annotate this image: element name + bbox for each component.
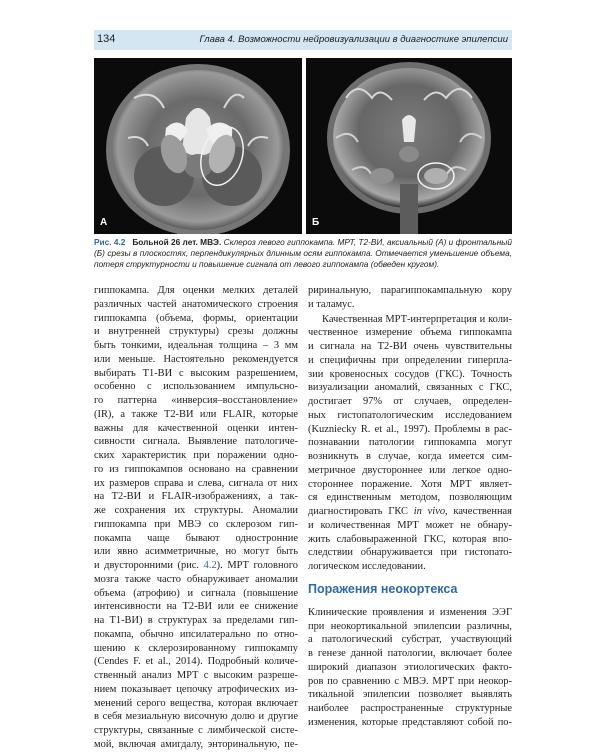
mri-axial-image: [94, 58, 302, 234]
text-line: шению к склерозированному гиппокампу: [94, 642, 298, 654]
text-line: познавании патологии гиппокампа могут: [308, 437, 512, 449]
text-line: интенсивности на Т2-ВИ или ее снижение: [94, 601, 298, 613]
text-line: широкий диапазон этиологических факто-: [308, 661, 512, 673]
mri-axial-drawing: [94, 58, 302, 234]
text-line: гиппокампа. Для оценки мелких деталей: [94, 285, 298, 296]
text-line: при неокортикальной эпилепсии различны,: [308, 620, 512, 632]
body-column-right: [308, 284, 512, 730]
panel-b-label: Б: [312, 217, 320, 228]
text-line: и специфичны при определении гиперпла-: [308, 354, 512, 366]
text-line: мой, включая амигдалу, энторинальную, пе-: [94, 738, 298, 750]
text-line: менений серого вещества, которая включает: [94, 697, 298, 709]
text-line: следствии обнаруживается при гистопато-: [308, 547, 512, 559]
section-heading: Поражения неокортекса: [308, 581, 458, 596]
text-line: гиппокампа при МВЭ со склерозом гип-: [94, 518, 298, 530]
text-line: и количественная МРТ может не обнару-: [308, 519, 512, 531]
text-line: гиппокампа (объема, формы, ориентации: [94, 312, 298, 324]
text-line: особенно с использованием импульсно-: [94, 381, 298, 393]
figure-label: Рис. 4.2: [94, 237, 126, 247]
text-line: Качественная МРТ-интерпретация и коли-: [322, 313, 512, 325]
text-line: важны для качественной оценки интен-: [94, 422, 298, 434]
text-line: и таламус.: [308, 298, 355, 310]
text-line: метричное двустороннее или легкое одно-: [308, 464, 512, 476]
text-line: ских характеристик при поражении одно-: [94, 450, 298, 461]
chapter-title: Глава 4. Возможности нейровизуализации в диагностике эпилепсии: [199, 34, 508, 45]
page-number: 134: [97, 33, 116, 45]
text-line: же сохранения их структуры. Аномалии: [94, 505, 298, 516]
text-line: покампа чаще бывают одностронние: [94, 532, 298, 544]
panel-a-label: А: [100, 217, 108, 228]
text-line-with-figure-ref: [94, 559, 298, 573]
text-line: в себя мезиальную височную долю и другие: [94, 711, 298, 723]
text-line: (Cendes F. et al., 2014). Подробный количе-: [94, 656, 298, 668]
text-line: выбирать Т1-ВИ с высоким разрешением,: [94, 367, 298, 379]
text-line: покампа, обычно ипсилатерально по отно-: [94, 628, 298, 640]
text-line: ных гистопатологическим исследованием: [308, 409, 512, 421]
figure-caption: [94, 237, 512, 271]
text-line: объема (атрофию) и сигнала (повышение: [94, 587, 298, 599]
text-fragment: , качественная: [445, 506, 512, 517]
in-vivo-term: in vivo: [413, 506, 446, 517]
text-fragment: ). МРТ головного: [216, 560, 298, 571]
text-line: (Kuzniecky R. et al., 1997). Проблемы в рас-: [308, 423, 512, 435]
text-line: наиболее распространенные структурные: [308, 703, 512, 714]
text-line: структуры, связанные с лимбической систе-: [94, 725, 298, 736]
text-line: и внутренней структуры) срезы должны: [94, 326, 298, 338]
text-line: логическом исследовании.: [308, 561, 426, 572]
text-line: на Т2-ВИ и FLAIR-изображениях, а так-: [94, 491, 298, 503]
text-fragment: диагностировать ГКС: [308, 506, 414, 517]
mri-coronal-drawing: [306, 58, 512, 234]
text-line: риринальную, парагиппокампальную кору: [308, 285, 512, 296]
text-line: мозга также часто обнаруживает аномалии: [94, 573, 298, 585]
text-line: чественное измерение объема гиппокампа: [308, 327, 512, 339]
text-line: сивности сигнала. Выявление патологиче-: [94, 436, 298, 448]
text-line: жить слабовыраженной ГКС, которая впо-: [308, 533, 512, 545]
text-line: ся единственным методом, позволяющим: [308, 492, 512, 504]
text-line: Клинические проявления и изменения ЭЭГ: [308, 606, 512, 618]
text-line: различных частей анатомического строения: [94, 298, 298, 310]
text-line: го паттерна «инверсия–восстановление»: [94, 395, 298, 406]
text-line: возникнуть в случае, когда имеется сим-: [308, 451, 512, 462]
figure-title: Больной 26 лет. МВЭ.: [132, 237, 222, 247]
text-line: или меньше. Настоятельно рекомендуется: [94, 353, 298, 365]
text-line: а патологический субстрат, участвующий: [308, 634, 512, 646]
text-line: их размеров справа и слева, сигнала от них: [94, 477, 298, 489]
text-line: быть тонкими, идеальная толщина – 3 мм: [94, 340, 298, 351]
text-line: тикальной эпилепсии позволяет выявлять: [308, 689, 512, 701]
text-line: или явно асимметричные, но могут быть: [94, 546, 298, 558]
text-line: зии кровеносных сосудов (ГКС). Точность: [308, 368, 512, 380]
text-line: визуализации аномалий, связанных с ГКС,: [308, 382, 512, 394]
text-line: го из гиппокампов основано на сравнении: [94, 463, 298, 475]
text-line: изменения, которые представляют собой по-: [308, 716, 512, 728]
text-line-with-italic: [308, 505, 512, 519]
text-line: (IR), а также Т2-ВИ или FLAIR, которые: [94, 408, 298, 420]
figure-caption-body: Склероз левого гиппокампа. МРТ, Т2-ВИ, аксиальный (А) и фронтальный (Б) срезы в плоскостях, перпендикулярных длинным осям гиппокампа. Отмечается уменьшение объема, потеря структурности и повышение сигнала от левого гиппокампа (обведен кругом).: [94, 237, 512, 270]
text-line: ров по сравнению с МВЭ. МРТ при неокор-: [308, 675, 512, 687]
mri-coronal-image: [306, 58, 512, 234]
text-line: на Т1-ВИ) в структурах за пределами гип-: [94, 615, 298, 626]
text-line: ственный анализ МРТ с высоким разреше-: [94, 670, 298, 681]
figure-reference-link[interactable]: 4.2: [203, 560, 217, 571]
text-line: нием показывает цепочку атрофических из-: [94, 683, 298, 695]
text-line: стороннее поражение. Хотя МРТ являет-: [308, 478, 512, 490]
text-line: и сигнала на Т2-ВИ очень чувствительны: [308, 341, 512, 352]
body-column-left: [94, 284, 298, 752]
text-line: достигает 97% от случаев, определен-: [308, 396, 512, 407]
text-fragment: и двусторонними (рис.: [94, 560, 204, 571]
text-line: в генезе данной патологии, включает более: [308, 648, 512, 659]
